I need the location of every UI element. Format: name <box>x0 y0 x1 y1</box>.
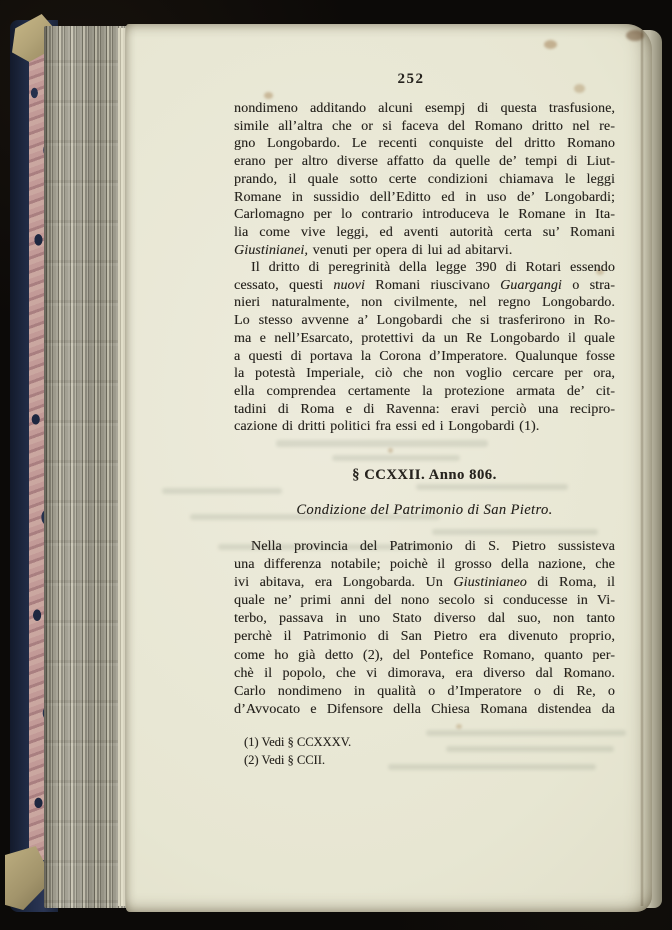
body-text-line: la potestà Imperiale, ciò che non voglio cercare per ora, <box>234 366 615 382</box>
body-text-line: Carlo nondimeno in qualità o d’Imperatore o di Re, o <box>234 683 615 699</box>
body-text-line: lia come vive leggi, ed aventi autorità certa su’ Romani <box>234 224 615 240</box>
body-text-line: ella comprendea certamente la protezione armata de’ cit- <box>234 383 615 399</box>
show-through-artifact <box>432 529 598 535</box>
page-number: 252 <box>397 71 425 87</box>
body-paragraph-2 <box>234 259 615 436</box>
foxing-spot <box>264 92 273 99</box>
body-text-line: a questi di portava la Corona d’Imperatore. Qualunque fosse <box>234 348 615 364</box>
body-text-line: ma e nell’Esarcato, protettivi da un Re Longobardo il quale <box>234 330 615 346</box>
body-paragraph-1 <box>234 100 615 259</box>
body-text-line: Nella provincia del Patrimonio di S. Pietro sussisteva <box>251 539 615 554</box>
body-text-line: Romane in sussidio dell’Editto ed in uso de’ Longobardi; <box>234 189 615 205</box>
body-text-line: chè il popolo, che vi dimorava, era diverso dal Romano. <box>234 665 615 681</box>
body-text-line: Carlomagno per lo contrario introduceva le Romane in Ita- <box>234 207 615 223</box>
show-through-artifact <box>162 488 282 494</box>
body-text-line: gno Longobardo. Le recenti conquiste del dritto Romano <box>234 136 615 152</box>
foxing-spot <box>456 724 462 729</box>
body-text-line: erano per altro diverse affatto da quelle de’ tempi di Liut- <box>234 154 615 170</box>
show-through-artifact <box>276 440 488 447</box>
body-paragraph-3 <box>234 538 615 719</box>
foxing-spot <box>626 30 644 41</box>
body-text-line: una differenza notabile; poichè il grosso della nazione, che <box>234 557 615 573</box>
body-text-line: perchè il Patrimonio di San Pietro era divenuto proprio, <box>234 629 615 645</box>
book-page <box>126 24 652 912</box>
body-text-line: nondimeno additando alcuni esempj di questa trasfusione, <box>234 101 615 116</box>
section-heading: § CCXXII. Anno 806. <box>352 467 497 483</box>
footnote-line: (1) Vedi § CCXXXV. <box>244 735 352 749</box>
body-text-line: come ho già detto (2), del Pontefice Romano, quanto per- <box>234 647 615 663</box>
footnote-line: (2) Vedi § CCII. <box>244 752 326 767</box>
foxing-spot <box>388 448 393 453</box>
body-text-line: d’Avvocato e Difensore della Chiesa Romana distendea da <box>234 701 615 717</box>
body-text-line: quale ne’ primi anni del nono secolo si conducesse in Vi- <box>234 593 615 609</box>
body-text-line: nieri naturalmente, non civilmente, nel regno Longobardo. <box>234 295 615 311</box>
section-subheading: Condizione del Patrimonio di San Pietro. <box>296 502 553 518</box>
body-text-line: Il dritto di peregrinità della legge 390 di Rotari essendo <box>251 260 615 275</box>
body-text-line: Lo stesso avvenne a’ Longobardi che si trasferirono in Ro- <box>234 313 615 329</box>
show-through-artifact <box>416 484 568 490</box>
body-text-line: cessato, questi nuovi Romani riuscivano Guargangi o stra- <box>234 277 615 293</box>
foxing-spot <box>544 40 557 49</box>
body-text-line: Giustinianei, venuti per opera di lui ad abitarvi. <box>234 242 513 258</box>
body-text-line: prando, il quale sotto certe condizioni chiamava le leggi <box>234 171 615 187</box>
show-through-artifact <box>332 455 460 461</box>
body-text-line: simile all’altra che or si faceva del Romano dritto nel re- <box>234 118 615 134</box>
body-text-line: tadini di Roma e di Ravenna: eravi perciò una recipro- <box>234 401 615 417</box>
footnote-list <box>244 734 604 770</box>
body-text-line: cazione di dritti politici fra essi ed i Longobardi (1). <box>234 419 540 435</box>
body-text-line: terbo, passava in uno Stato diverso dal suo, non tanto <box>234 611 615 627</box>
body-text-line: ivi abitava, era Longobarda. Un Giustinianeo di Roma, il <box>234 575 615 591</box>
